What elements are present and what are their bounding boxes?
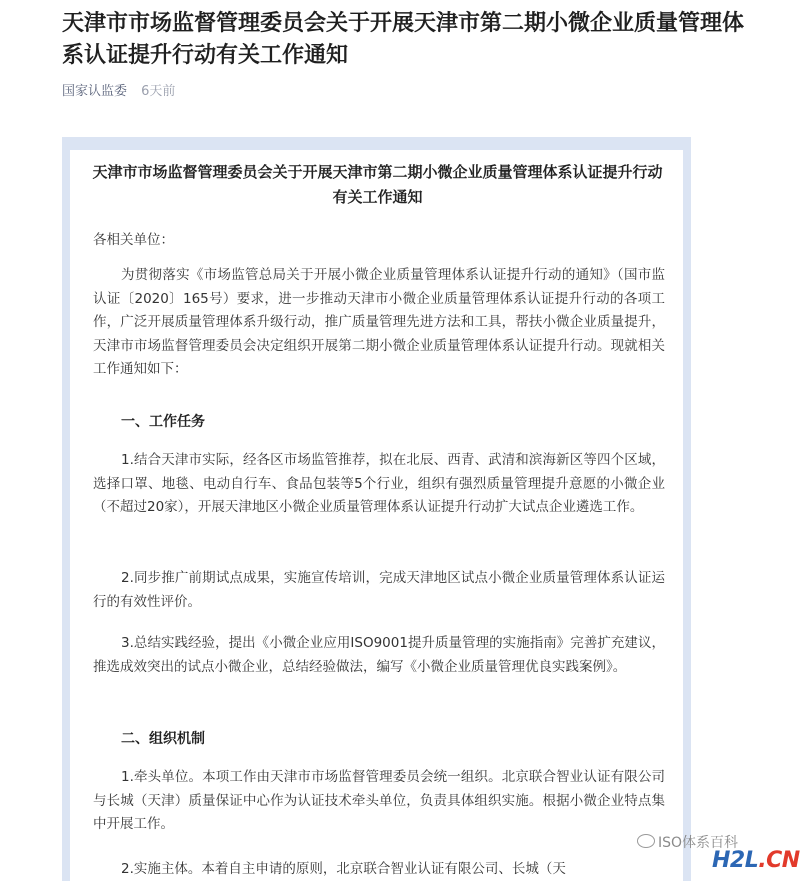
article-meta bbox=[62, 80, 175, 99]
document-salutation: 各相关单位： bbox=[93, 232, 174, 248]
article-time: 6天前 bbox=[141, 84, 176, 99]
wechat-icon bbox=[637, 834, 655, 848]
org-paragraph-1: 1.牵头单位。本项工作由天津市市场监督管理委员会统一组织。北京联合智业认证有限公司与长城（天津）质量保证中心作为认证技术牵头单位，负责具体组织实施。根据小微企业特点集中开展工作。 bbox=[93, 769, 665, 832]
watermark-text: ISO体系百科 bbox=[658, 835, 739, 851]
section-heading-organization: 二、组织机制 bbox=[121, 731, 205, 747]
task-paragraph-2: 2.同步推广前期试点成果，实施宣传培训，完成天津地区试点小微企业质量管理体系认证运行的有效性评价。 bbox=[93, 570, 665, 610]
document-title: 天津市市场监督管理委员会关于开展天津市第二期小微企业质量管理体系认证提升行动有关工作通知 bbox=[92, 163, 663, 206]
document-intro: 为贯彻落实《市场监管总局关于开展小微企业质量管理体系认证提升行动的通知》（国市监认证〔2020〕165号）要求，进一步推动天津市小微企业质量管理体系认证提升行动的各项工作，广泛开展质量管理体系升级行动，推广质量管理先进方法和工具，帮扶小微企业质量提升，天津市市场监督管理委员会决定组织开展第二期小微企业质量管理体系认证提升行动。现就相关工作通知如下： bbox=[93, 267, 665, 377]
task-paragraph-3: 3.总结实践经验，提出《小微企业应用ISO9001提升质量管理的实施指南》完善扩充建议，推选成效突出的试点小微企业，总结经验做法，编写《小微企业质量管理优良实践案例》。 bbox=[93, 635, 665, 675]
org-paragraph-2: 2.实施主体。本着自主申请的原则，北京联合智业认证有限公司、长城（天 bbox=[121, 861, 566, 877]
article-title: 天津市市场监督管理委员会关于开展天津市第二期小微企业质量管理体系认证提升行动有关工作通知 bbox=[62, 11, 745, 68]
section-heading-tasks: 一、工作任务 bbox=[121, 414, 205, 430]
site-logo: H2L.CN bbox=[712, 848, 800, 873]
task-paragraph-1: 1.结合天津市实际，经各区市场监管推荐，拟在北辰、西青、武清和滨海新区等四个区域，选择口罩、地毯、电动自行车、食品包装等5个行业，组织有强烈质量管理提升意愿的小微企业（不超过20家），开展天津地区小微企业质量管理体系认证提升行动扩大试点企业遴选工作。 bbox=[93, 452, 665, 515]
article-source[interactable]: 国家认监委 bbox=[62, 84, 128, 99]
